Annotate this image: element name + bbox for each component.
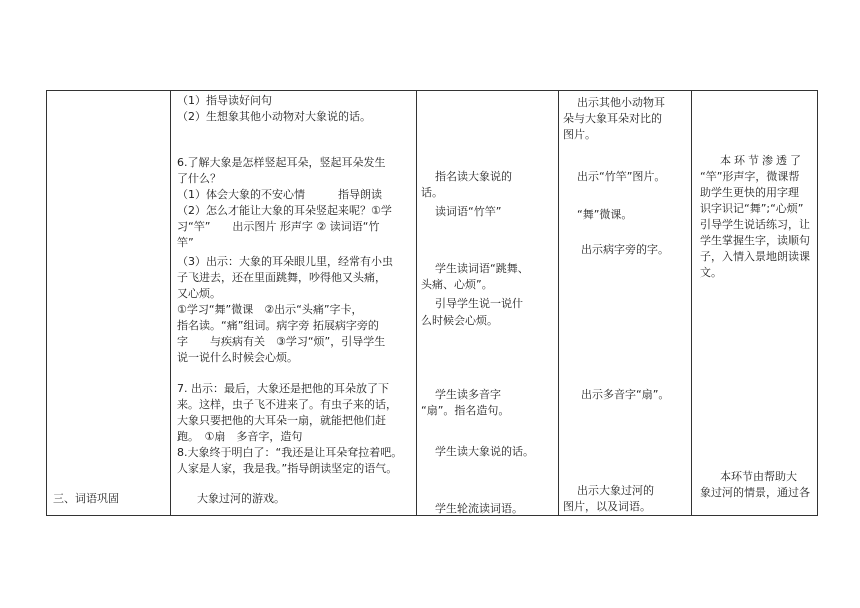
activity-line: 学生读词语“跳舞、	[435, 262, 529, 275]
media-cell	[559, 91, 692, 516]
process-line: 习“竿” 出示图片 形声字 ② 读词语“竹	[177, 220, 380, 233]
process-line: 大象过河的游戏。	[197, 492, 285, 505]
lesson-plan-table	[46, 90, 818, 516]
process-line: （1）指导读好问句	[177, 94, 272, 107]
process-line: 人家是人家，我是我。”指导朗读坚定的语气。	[177, 462, 398, 475]
media-line: 出示病字旁的字。	[581, 243, 669, 256]
stage-cell	[47, 91, 171, 516]
intent-line: 识字识记“舞”;“心烦”	[700, 202, 804, 215]
process-line: 说一说什么时候会心烦。	[177, 351, 298, 364]
process-line: 子飞进去，还在里面跳舞，吵得他又头痛，	[177, 271, 386, 284]
design-intent-cell	[692, 91, 818, 516]
intent-line: “竿”形声字，微课帮	[700, 170, 800, 183]
activity-line: 么时候会心烦。	[421, 314, 498, 327]
activity-line: 引导学生说一说什	[435, 297, 523, 310]
intent-line: 象过河的情景，通过各	[700, 486, 810, 499]
process-line: 7. 出示：最后，大象还是把他的耳朵放了下	[177, 382, 389, 395]
intent-line: 引导学生说话练习，让	[700, 218, 810, 231]
activity-line: 学生轮流读词语。	[435, 502, 523, 515]
process-line: （2）生想象其他小动物对大象说的话。	[177, 110, 371, 123]
process-line: 指名读。“痛”组词。病字旁 拓展病字旁的	[177, 319, 379, 332]
process-line: 字 与疾病有关 ③学习“烦”，引导学生	[177, 335, 386, 348]
process-line: 了什么？	[177, 172, 221, 185]
process-line: 跑。 ①扇 多音字，造句	[177, 430, 303, 443]
activity-line: 指名读大象说的	[435, 170, 512, 183]
intent-line: 子，入情入景地朗读课	[700, 250, 810, 263]
stage-label: 三、词语巩固	[53, 492, 119, 505]
media-line: “舞”微课。	[577, 208, 633, 221]
process-line: 来。这样，虫子飞不进来了。有虫子来的话，	[177, 398, 397, 411]
activity-line: “扇”。指名造句。	[421, 404, 510, 417]
process-line: 又心烦。	[177, 287, 221, 300]
process-line: 6.了解大象是怎样竖起耳朵，竖起耳朵发生	[177, 156, 386, 169]
activity-line: 学生读大象说的话。	[435, 445, 534, 458]
process-line: ①学习“舞”微课 ②出示“头痛”字卡，	[177, 303, 363, 316]
student-activity-cell	[417, 91, 559, 516]
process-line: （1）体会大象的不安心情 指导朗读	[177, 188, 382, 201]
process-line: 大象只要把他的大耳朵一扇，就能把他们赶	[177, 414, 386, 427]
process-line: 8.大象终于明白了：“我还是让耳朵耷拉着吧。	[177, 446, 403, 459]
intent-line: 助学生更快的用字理	[700, 186, 799, 199]
media-line: 出示多音字“扇”。	[581, 388, 670, 401]
media-line: 出示其他小动物耳	[577, 96, 665, 109]
media-line: 图片。	[563, 128, 596, 141]
intent-line: 学生掌握生字，读顺句	[700, 234, 810, 247]
process-line: 竿”	[177, 236, 194, 249]
process-line: （3）出示：大象的耳朵眼儿里，经常有小虫	[177, 255, 393, 268]
teaching-process-cell	[171, 91, 417, 516]
activity-line: 读词语“竹竿”	[435, 205, 502, 218]
media-line: 朵与大象耳朵对比的	[563, 112, 662, 125]
table-row	[47, 91, 818, 516]
media-line: 出示大象过河的	[577, 484, 654, 497]
process-line: （2）怎么才能让大象的耳朵竖起来呢？①学	[177, 204, 392, 217]
intent-line: 本环节渗透了	[720, 154, 804, 167]
activity-line: 学生读多音字	[435, 388, 501, 401]
media-line: 图片，以及词语。	[563, 500, 651, 513]
intent-line: 文。	[700, 266, 722, 279]
media-line: 出示“竹竿”图片。	[577, 170, 666, 183]
intent-line: 本环节由帮助大	[720, 470, 797, 483]
activity-line: 头痛、心烦”。	[421, 278, 493, 291]
activity-line: 话。	[421, 186, 443, 199]
